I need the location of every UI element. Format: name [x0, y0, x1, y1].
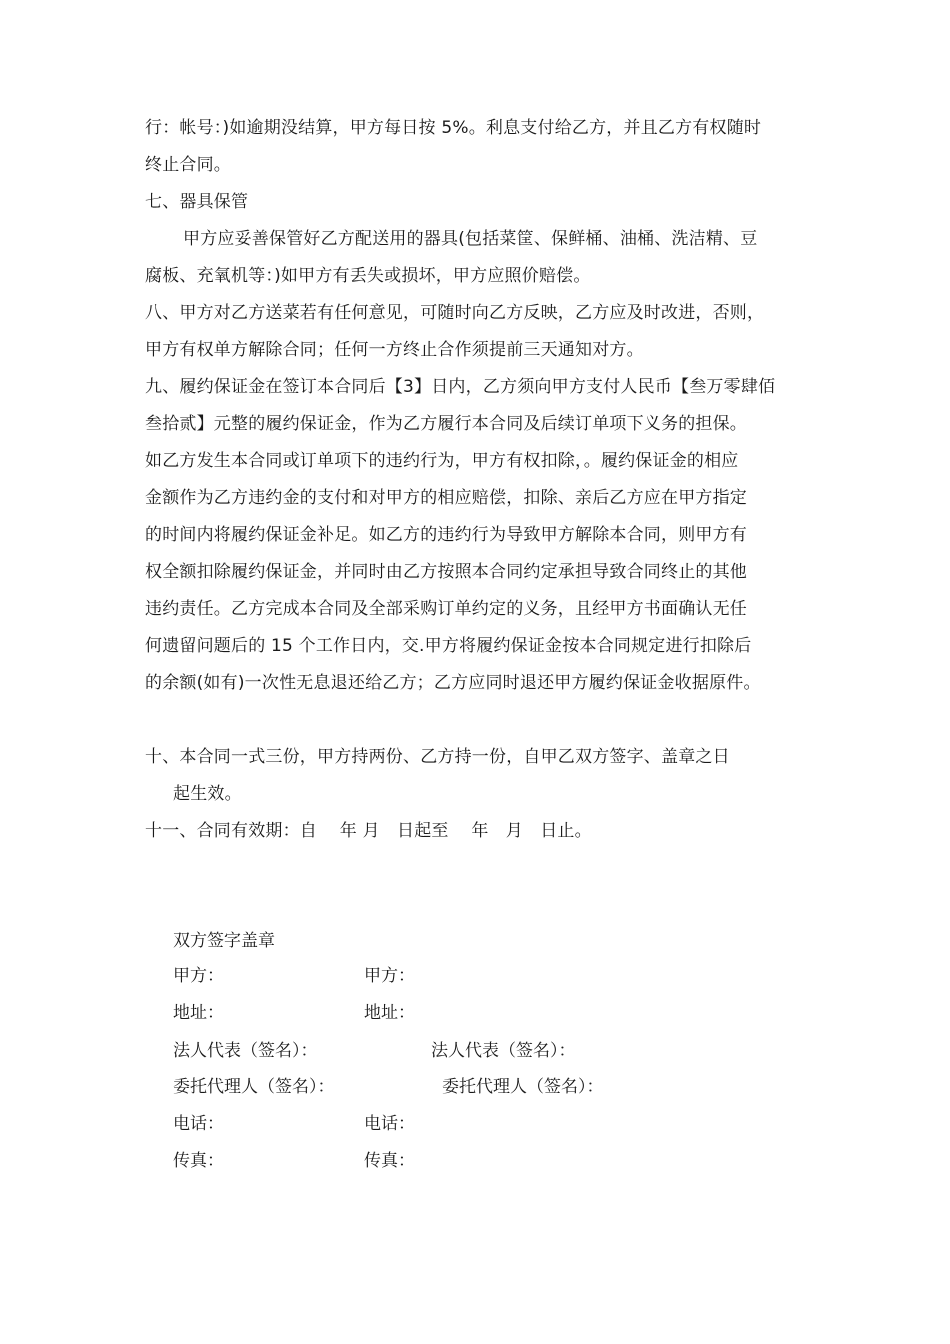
text-line: 十、本合同一式三份，甲方持两份、乙方持一份，自甲乙双方签字、盖章之日	[145, 747, 730, 767]
address-a-label: 地址：	[173, 1003, 224, 1023]
text-line: 如乙方发生本合同或订单项下的违约行为，甲方有权扣除，。履约保证金的相应	[145, 451, 739, 471]
fax-b-label: 传真：	[364, 1151, 415, 1171]
party-b-label: 甲方：	[364, 966, 415, 986]
text-line: 八、甲方对乙方送菜若有任何意见，可随时向乙方反映，乙方应及时改进，否则，	[145, 303, 765, 323]
text-line: 腐板、充氧机等：)如甲方有丢失或损坏，甲方应照价赔偿。	[145, 266, 591, 286]
party-a-label: 甲方：	[173, 966, 224, 986]
text-line: 叁拾贰】元整的履约保证金，作为乙方履行本合同及后续订单项下义务的担保。	[145, 414, 747, 434]
legal-rep-b-label: 法人代表（签名）：	[431, 1041, 576, 1061]
text-line: 何遗留问题后的 15 个工作日内，交.甲方将履约保证金按本合同规定进行扣除后	[145, 636, 752, 656]
text-line: 起生效。	[173, 784, 242, 804]
fax-a-label: 传真：	[173, 1151, 224, 1171]
legal-rep-a-label: 法人代表（签名）：	[173, 1041, 318, 1061]
text-line: 九、履约保证金在签订本合同后【3】日内，乙方须向甲方支付人民币【叁万零肆佰	[145, 377, 776, 397]
text-line: 的时间内将履约保证金补足。如乙方的违约行为导致甲方解除本合同，则甲方有	[145, 525, 747, 545]
text-line: 行：帐号：)如逾期没结算，甲方每日按 5%。利息支付给乙方，并且乙方有权随时	[145, 118, 762, 138]
phone-a-label: 电话：	[173, 1114, 224, 1134]
text-line: 权全额扣除履约保证金，并同时由乙方按照本合同约定承担导致合同终止的其他	[145, 562, 747, 582]
text-line: 违约责任。乙方完成本合同及全部采购订单约定的义务，且经甲方书面确认无任	[145, 599, 747, 619]
agent-a-label: 委托代理人（签名）：	[173, 1077, 335, 1097]
signature-heading: 双方签字盖章	[173, 931, 275, 951]
text-line: 十一、合同有效期：自 年 月 日起至 年 月 日止。	[145, 821, 592, 841]
text-line: 甲方应妥善保管好乙方配送用的器具(包括菜筐、保鲜桶、油桶、洗洁精、豆	[183, 229, 758, 249]
text-line: 甲方有权单方解除合同；任何一方终止合作须提前三天通知对方。	[145, 340, 644, 360]
phone-b-label: 电话：	[364, 1114, 415, 1134]
address-b-label: 地址：	[364, 1003, 415, 1023]
text-line: 金额作为乙方违约金的支付和对甲方的相应赔偿，扣除、亲后乙方应在甲方指定	[145, 488, 747, 508]
text-line: 的余额(如有)一次性无息退还给乙方；乙方应同时退还甲方履约保证金收据原件。	[145, 673, 761, 693]
section-heading: 七、器具保管	[145, 192, 249, 212]
text-line: 终止合同。	[145, 155, 231, 175]
agent-b-label: 委托代理人（签名）：	[442, 1077, 604, 1097]
